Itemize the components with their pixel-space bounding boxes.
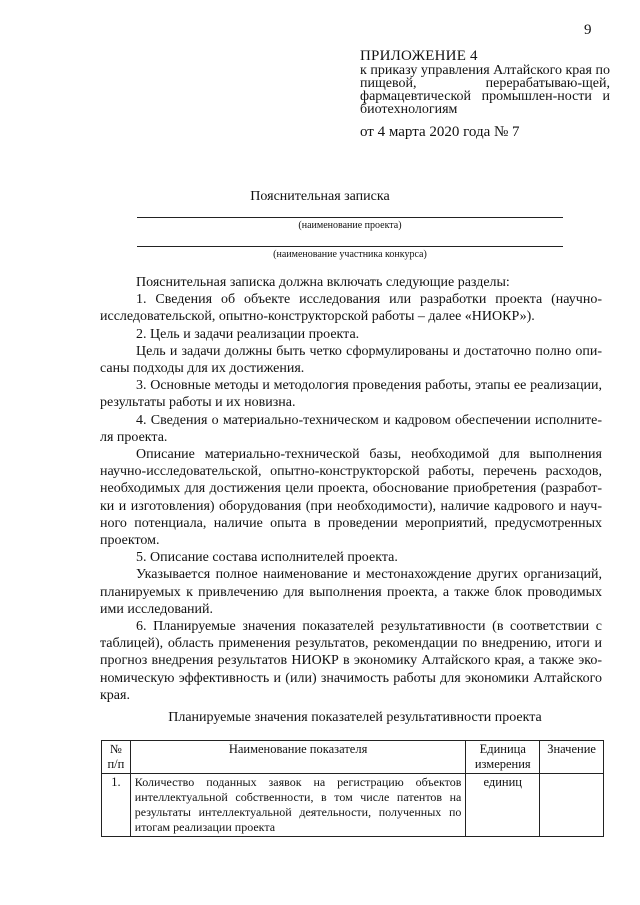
appendix-header <box>360 48 610 140</box>
appendix-title: ПРИЛОЖЕНИЕ 4 <box>360 48 478 64</box>
row-name: Количество поданных заявок на регистрацию объектов интеллектуальной собственности, в том числе патентов на результаты интеллектуальной деятельности, полученных по итогам реализации проекта <box>130 774 466 837</box>
header-value: Значение <box>540 741 604 774</box>
indicators-table <box>101 740 604 837</box>
paragraph: Пояснительная записка должна включать следующие разделы: <box>136 275 510 290</box>
header-unit: Единица измерения <box>466 741 540 774</box>
paragraph: 4. Сведения о материально-техническом и кадровом обеспечении исполните-ля проекта. <box>100 412 602 445</box>
appendix-body: к приказу управления Алтайского края по пищевой, перерабатываю-щей, фармацевтической промышлен-ности и биотехнологиям <box>360 63 610 117</box>
paragraph: Описание материально-технической базы, необходимой для выполнения научно-исследовательской, опытно-конструкторской работы, перечень расходов, необходимых для достижения цели проекта, обоснование приобретения (разработ-ки и изготовления) оборудования (при необходимости), наличие кадрового и науч-ного потенциала, наличие опыта в проведении мероприятий, предусмотренных проектом. <box>100 447 602 549</box>
body-text <box>100 274 602 704</box>
paragraph: 5. Описание состава исполнителей проекта. <box>136 550 398 566</box>
note-title: Пояснительная записка <box>250 189 390 204</box>
paragraph: 2. Цель и задачи реализации проекта. <box>136 326 360 342</box>
appendix-date: от 4 марта 2020 года № 7 <box>360 124 520 140</box>
table-title: Планируемые значения показателей результативности проекта <box>168 710 542 725</box>
header-name: Наименование показателя <box>130 741 466 774</box>
paragraph: 6. Планируемые значения показателей результативности (в соответствии с таблицей), область применения результатов, рекомендации по внедрению, итоги и прогноз внедрения результатов НИОКР в экономику Алтайского края, а также эко-номическую эффективность и (или) значимость работы для экономики Алтайского края. <box>100 619 602 703</box>
paragraph: 3. Основные методы и методология проведения работы, этапы ее реализации, результаты работы и их новизна. <box>100 378 602 411</box>
project-name-line <box>137 217 563 218</box>
row-num: 1. <box>102 774 131 837</box>
paragraph: Указывается полное наименование и местонахождение других организаций, планируемых к привлечению для выполнения проекта, а также блок проводимых ими исследований. <box>100 567 602 617</box>
project-name-caption: (наименование проекта) <box>298 220 402 231</box>
header-num: № п/п <box>102 741 131 774</box>
table-header-row <box>102 741 604 774</box>
row-value <box>540 774 604 837</box>
participant-name-caption: (наименование участника конкурса) <box>273 249 427 260</box>
participant-name-line <box>137 246 563 247</box>
paragraph: Цель и задачи должны быть четко сформулированы и достаточно полно опи-саны подходы для их достижения. <box>100 343 602 377</box>
table-row <box>102 774 604 837</box>
row-unit: единиц <box>466 774 540 837</box>
page-number: 9 <box>584 22 592 38</box>
paragraph: 1. Сведения об объекте исследования или разработки проекта (научно-исследовательской, опытно-конструкторской работы – далее «НИОКР»). <box>100 292 602 325</box>
